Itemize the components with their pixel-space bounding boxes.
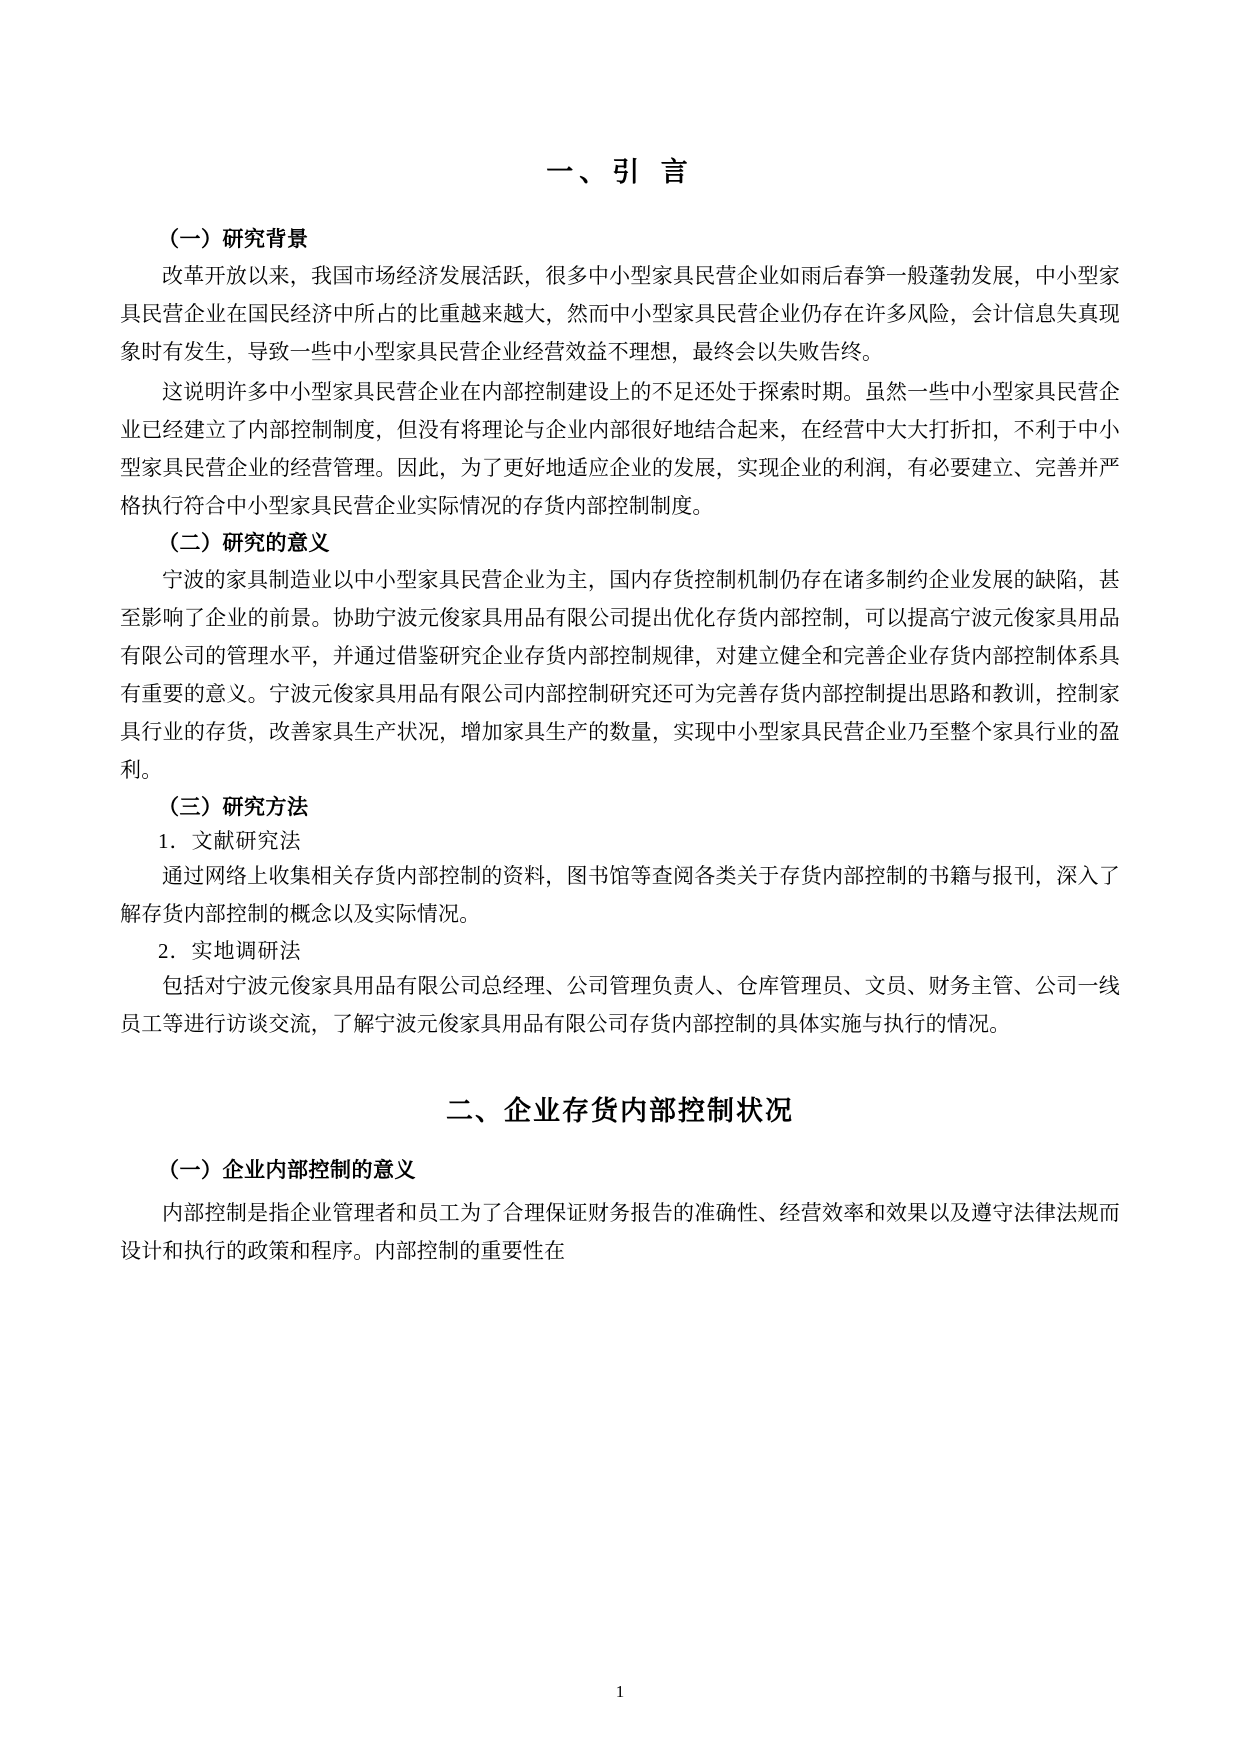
paragraph-field-research-method: 包括对宁波元俊家具用品有限公司总经理、公司管理负责人、仓库管理员、文员、财务主管、公司一线员工等进行访谈交流，了解宁波元俊家具用品有限公司存货内部控制的具体实施与执行的情况。	[120, 974, 1120, 1036]
section-title-inventory-control-status: 二、企业存货内部控制状况	[446, 1096, 794, 1127]
section-title-introduction: 一、引 言	[546, 157, 694, 188]
heading-internal-control-significance: （一）企业内部控制的意义	[158, 1158, 416, 1182]
document-body	[120, 150, 1120, 1270]
paragraph-background-1: 改革开放以来，我国市场经济发展活跃，很多中小型家具民营企业如雨后春笋一般蓬勃发展，中小型家具民营企业在国民经济中所占的比重越来越大，然而中小型家具民营企业仍存在许多风险，会计信息失真现象时有发生，导致一些中小型家具民营企业经营效益不理想，最终会以失败告终。	[120, 264, 1120, 364]
heading-research-background: （一）研究背景	[158, 227, 309, 251]
paragraph-background-2: 这说明许多中小型家具民营企业在内部控制建设上的不足还处于探索时期。虽然一些中小型家具民营企业已经建立了内部控制制度，但没有将理论与企业内部很好地结合起来，在经营中大大打折扣，不利于中小型家具民营企业的经营管理。因此，为了更好地适应企业的发展，实现企业的利润，有必要建立、完善并严格执行符合中小型家具民营企业实际情况的存货内部控制制度。	[120, 380, 1120, 518]
paragraph-internal-control-1: 内部控制是指企业管理者和员工为了合理保证财务报告的准确性、经营效率和效果以及遵守法律法规而设计和执行的政策和程序。内部控制的重要性在	[120, 1201, 1120, 1263]
heading-research-methods: （三）研究方法	[158, 795, 309, 819]
heading-field-research-method: 2．实地调研法	[158, 939, 302, 963]
paragraph-literature-method: 通过网络上收集相关存货内部控制的资料，图书馆等查阅各类关于存货内部控制的书籍与报刊，深入了解存货内部控制的概念以及实际情况。	[120, 864, 1120, 926]
heading-literature-method: 1．文献研究法	[158, 829, 302, 853]
heading-research-significance: （二）研究的意义	[158, 531, 330, 555]
paragraph-significance-1: 宁波的家具制造业以中小型家具民营企业为主，国内存货控制机制仍存在诸多制约企业发展的缺陷，甚至影响了企业的前景。协助宁波元俊家具用品有限公司提出优化存货内部控制，可以提高宁波元俊家具用品有限公司的管理水平，并通过借鉴研究企业存货内部控制规律，对建立健全和完善企业存货内部控制体系具有重要的意义。宁波元俊家具用品有限公司内部控制研究还可为完善存货内部控制提出思路和教训，控制家具行业的存货，改善家具生产状况，增加家具生产的数量，实现中小型家具民营企业乃至整个家具行业的盈利。	[120, 568, 1120, 782]
page-number: 1	[615, 1682, 625, 1701]
